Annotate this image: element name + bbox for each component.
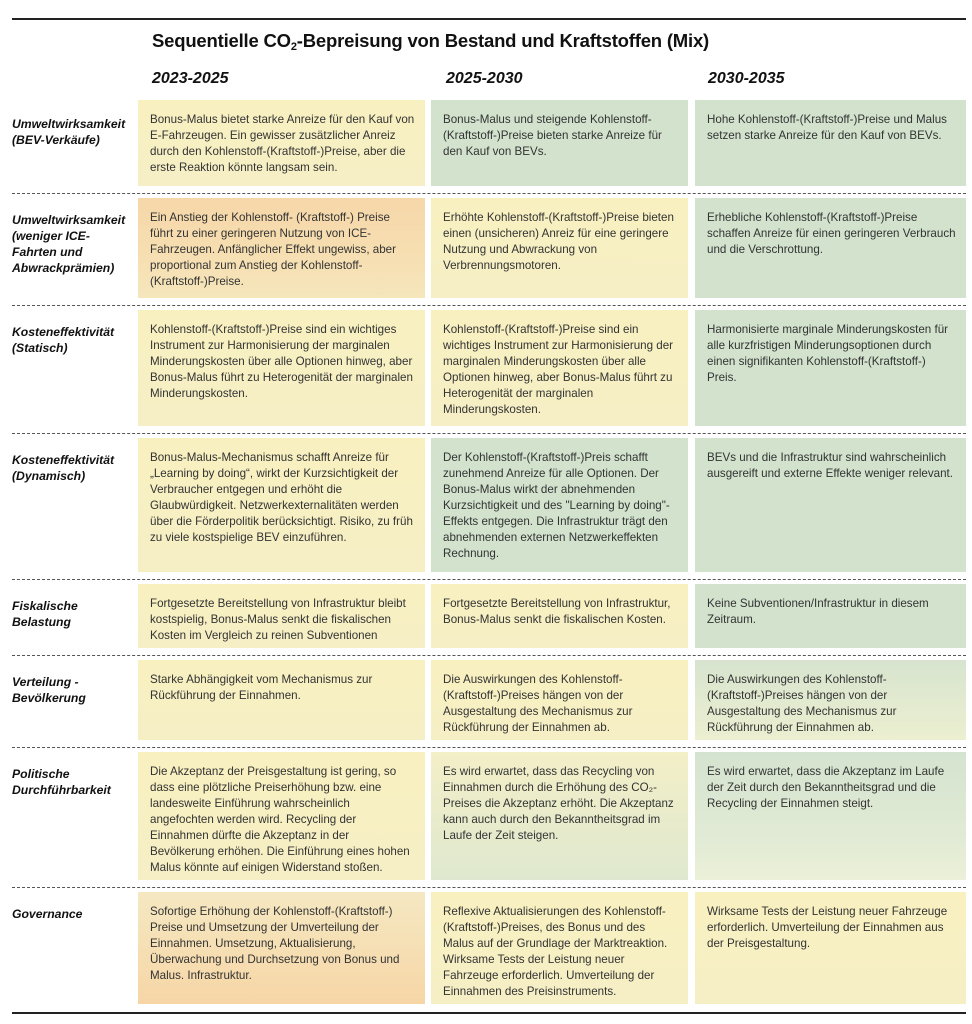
cell-r4-c2: Der Kohlenstoff-(Kraftstoff-)Preis schafft zunehmend Anreize für alle Optionen. Der Bonus-Malus wirkt der abnehmenden Kurzsichtigkeit und des "Learning by doing"-Effekts entgegen. Die Infrastruktur trägt den abnehmenden externen Netzwerkeffekten Rechnung. (431, 438, 688, 572)
cell-r5-c1: Fortgesetzte Bereitstellung von Infrastruktur bleibt kostspielig, Bonus-Malus senkt die fiskalischen Kosten im Vergleich zu reinen Subventionen (138, 584, 425, 648)
row-separator (12, 305, 966, 306)
row-label-kosteneffektivitaet-statisch: Kosteneffektivität (Statisch) (12, 325, 115, 355)
column-header-2030-2035: 2030-2035 (708, 70, 785, 87)
cell-r3-c1: Kohlenstoff-(Kraftstoff-)Preise sind ein wichtiges Instrument zur Harmonisierung der marginalen Minderungskosten über alle Optionen hinweg, aber Bonus-Malus führt zu Heterogenität der marginalen Minderungskosten. (138, 310, 425, 426)
cell-r2-c1: Ein Anstieg der Kohlenstoff- (Kraftstoff-) Preise führt zu einer geringeren Nutzung von ICE-Fahrzeugen. Anfänglicher Effekt ungewiss, aber proportional zum Anstieg der Kohlenstoff-(Kraftstoff-)Preise. (138, 198, 425, 298)
cell-r3-c2: Kohlenstoff-(Kraftstoff-)Preise sind ein wichtiges Instrument zur Harmonisierung der marginalen Minderungskosten über alle Optionen hinweg, aber Bonus-Malus führt zu Heterogenität der marginalen Minderungskosten. (431, 310, 688, 426)
cell-r4-c1: Bonus-Malus-Mechanismus schafft Anreize für „Learning by doing“, wirkt der Kurzsichtigkeit der Verbraucher entgegen und erhöht die Glaubwürdigkeit. Netzwerkexternalitäten werden über die Förderpolitik berücksichtigt. Risiko, zu früh zu viele kostspielige BEV einzuführen. (138, 438, 425, 572)
cell-r2-c3: Erhebliche Kohlenstoff-(Kraftstoff-)Preise schaffen Anreize für einen geringeren Verbrauch und die Verschrottung. (695, 198, 966, 298)
cell-r3-c3: Harmonisierte marginale Minderungskosten für alle kurzfristigen Minderungsoptionen durch einen signifikanten Kohlenstoff-(Kraftstoff-) Preis. (695, 310, 966, 426)
cell-r6-c2: Die Auswirkungen des Kohlenstoff-(Kraftstoff-)Preises hängen von der Ausgestaltung des Mechanismus zur Rückführung der Einnahmen ab. (431, 660, 688, 740)
top-rule (12, 18, 966, 20)
cell-r5-c3: Keine Subventionen/Infrastruktur in diesem Zeitraum. (695, 584, 966, 648)
cell-r4-c3: BEVs und die Infrastruktur sind wahrscheinlich ausgereift und externe Effekte weniger relevant. (695, 438, 966, 572)
cell-r1-c3: Hohe Kohlenstoff-(Kraftstoff-)Preise und Malus setzen starke Anreize für den Kauf von BEVs. (695, 100, 966, 186)
cell-r5-c2: Fortgesetzte Bereitstellung von Infrastruktur, Bonus-Malus senkt die fiskalischen Kosten. (431, 584, 688, 648)
column-header-2023-2025: 2023-2025 (152, 70, 229, 87)
row-separator (12, 887, 966, 888)
row-label-umweltwirksamkeit-bev: Umweltwirksamkeit (BEV-Verkäufe) (12, 117, 126, 147)
cell-r1-c2: Bonus-Malus und steigende Kohlenstoff-(Kraftstoff-)Preise bieten starke Anreize für den Kauf von BEVs. (431, 100, 688, 186)
cell-r7-c2: Es wird erwartet, dass das Recycling von Einnahmen durch die Erhöhung des CO₂-Preises die Akzeptanz erhöht. Die Akzeptanz kann auch durch den Bekanntheitsgrad im Laufe der Zeit steigen. (431, 752, 688, 880)
cell-r6-c1: Starke Abhängigkeit vom Mechanismus zur Rückführung der Einnahmen. (138, 660, 425, 740)
row-separator (12, 747, 966, 748)
row-separator (12, 193, 966, 194)
cell-r1-c1: Bonus-Malus bietet starke Anreize für den Kauf von E-Fahrzeugen. Ein gewisser zusätzlicher Anreiz durch den Kohlenstoff-(Kraftstoff-)Preise, aber die erste Reaktion könnte langsam sein. (138, 100, 425, 186)
cell-r8-c3: Wirksame Tests der Leistung neuer Fahrzeuge erforderlich. Umverteilung der Einnahmen aus der Preisgestaltung. (695, 892, 966, 1004)
row-label-governance: Governance (12, 907, 83, 921)
bottom-rule (12, 1012, 966, 1014)
row-label-fiskalische-belastung: Fiskalische Belastung (12, 599, 78, 629)
cell-r7-c3: Es wird erwartet, dass die Akzeptanz im Laufe der Zeit durch den Bekanntheitsgrad und die Recycling der Einnahmen steigt. (695, 752, 966, 880)
cell-r8-c1: Sofortige Erhöhung der Kohlenstoff-(Kraftstoff-) Preise und Umsetzung der Umverteilung der Einnahmen. Umsetzung, Aktualisierung, Überwachung und Durchsetzung von Bonus und Malus. Infrastruktur. (138, 892, 425, 1004)
row-separator (12, 433, 966, 434)
row-label-verteilung-bevoelkerung: Verteilung - Bevölkerung (12, 675, 86, 705)
column-header-2025-2030: 2025-2030 (446, 70, 523, 87)
row-label-kosteneffektivitaet-dynamisch: Kosteneffektivität (Dynamisch) (12, 453, 115, 483)
table-title: Sequentielle $CO_2$-Bepreisung von Bestand und Kraftstoffen (Mix) (152, 30, 709, 53)
cell-r2-c2: Erhöhte Kohlenstoff-(Kraftstoff-)Preise bieten einen (unsicheren) Anreiz für eine geringere Nutzung und Abwrackung von Verbrennungsmotoren. (431, 198, 688, 298)
cell-r8-c2: Reflexive Aktualisierungen des Kohlenstoff-(Kraftstoff-)Preises, des Bonus und des Malus auf der Grundlage der Marktreaktion. Wirksame Tests der Leistung neuer Fahrzeuge erforderlich. Umverteilung der Einnahmen des Preisinstruments. (431, 892, 688, 1004)
row-label-umweltwirksamkeit-ice: Umweltwirksamkeit (weniger ICE-Fahrten und Abwrackprämien) (12, 213, 126, 275)
cell-r7-c1: Die Akzeptanz der Preisgestaltung ist gering, so dass eine plötzliche Preiserhöhung bzw. eine landesweite Einführung wahrscheinlich angefochten werden wird. Recycling der Einnahmen dürfte die Akzeptanz in der Bevölkerung erhöhen. Die Einführung eines hohen Malus könnte auf einigen Widerstand stoßen. (138, 752, 425, 880)
cell-r6-c3: Die Auswirkungen des Kohlenstoff-(Kraftstoff-)Preises hängen von der Ausgestaltung des Mechanismus zur Rückführung der Einnahmen ab. (695, 660, 966, 740)
row-separator (12, 579, 966, 580)
row-label-politische-durchfuehrbarkeit: Politische Durchführbarkeit (12, 767, 111, 797)
row-separator (12, 655, 966, 656)
